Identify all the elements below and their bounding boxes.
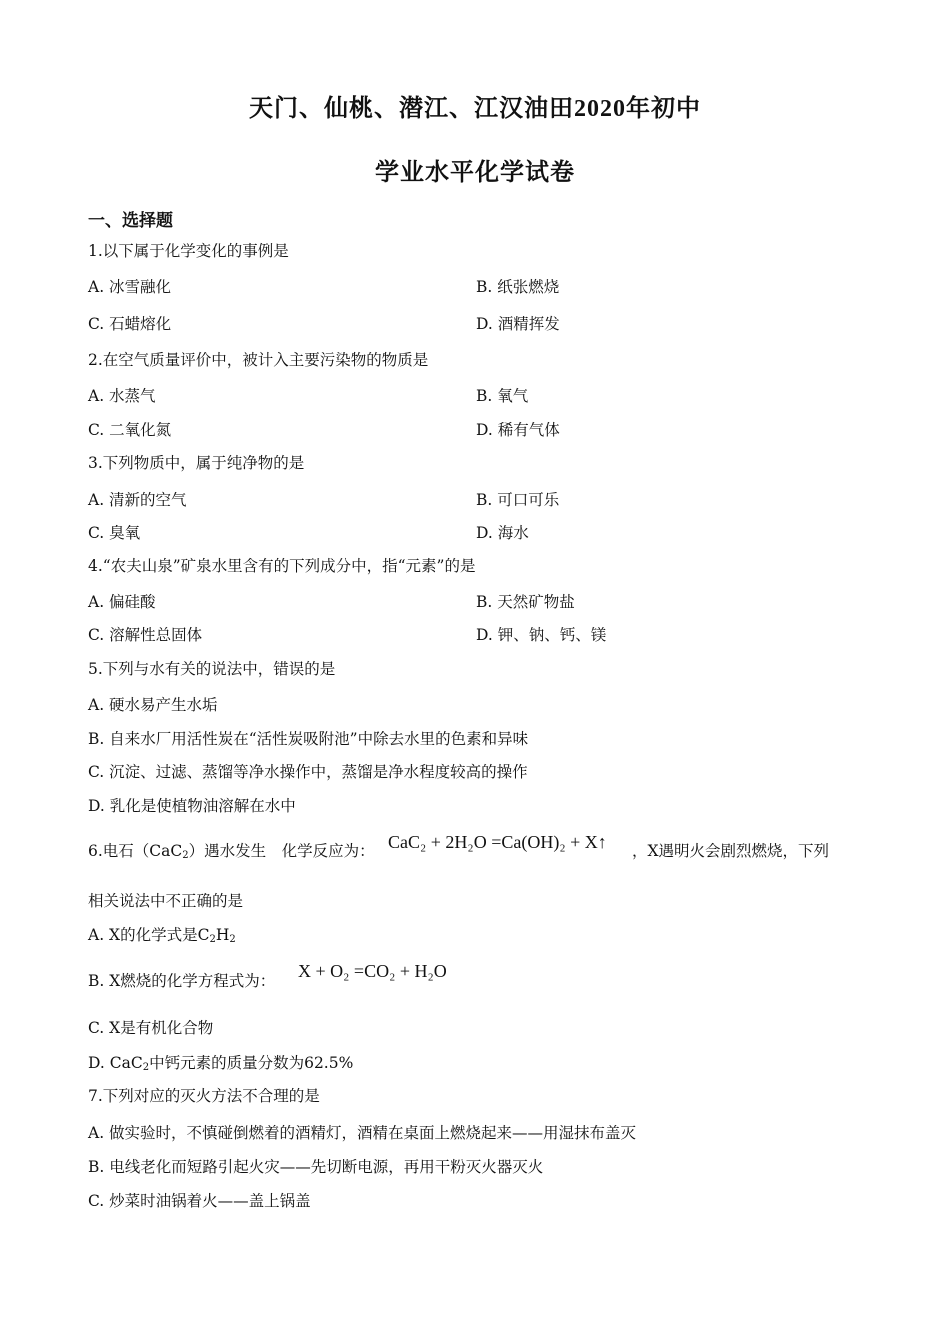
question-6-stem-subscript: 2 [182, 850, 189, 861]
question-3-option-d: D. 海水 [476, 524, 529, 542]
question-4-option-c: C. 溶解性总固体 [88, 626, 203, 644]
question-6-option-a [88, 924, 236, 951]
question-5-option-c: C. 沉淀、过滤、蒸馏等净水操作中，蒸馏是净水程度较高的操作 [88, 763, 528, 781]
question-6-option-a-sub1: 2 [209, 934, 216, 945]
exam-title-line2: 学业水平化学试卷 [375, 160, 575, 186]
question-3-option-c: C. 臭氧 [88, 524, 141, 542]
question-5-option-d: D. 乳化是使植物油溶解在水中 [88, 797, 296, 815]
question-6-equation: CaC₂ + 2H₂O =Ca(OH)₂ + X↑ [388, 832, 607, 852]
question-6-option-a-prefix: A. X的化学式是C [88, 926, 210, 944]
question-6-stem-prefix: 6.电石（CaC [88, 842, 183, 860]
question-6-stem-line2: 相关说法中不正确的是 [88, 892, 244, 910]
question-4-option-d: D. 钾、钠、钙、镁 [476, 626, 607, 644]
question-7-option-c: C. 炒菜时油锅着火——盖上锅盖 [88, 1192, 311, 1210]
question-3-option-a: A. 清新的空气 [88, 491, 187, 509]
question-2-option-c: C. 二氧化氮 [88, 421, 172, 439]
exam-title-line1: 天门、仙桃、潜江、江汉油田2020年初中 [249, 96, 701, 122]
question-1-option-d: D. 酒精挥发 [476, 315, 560, 333]
question-6-option-a-sub2: 2 [229, 934, 236, 945]
question-6-option-b: B. X燃烧的化学方程式为： [88, 972, 276, 990]
section-heading: 一、选择题 [88, 211, 173, 231]
question-7-option-a: A. 做实验时，不慎碰倒燃着的酒精灯，酒精在桌面上燃烧起来——用湿抹布盖灭 [88, 1124, 637, 1142]
question-1-option-b: B. 纸张燃烧 [476, 278, 560, 296]
question-5-option-a: A. 硬水易产生水垢 [88, 696, 218, 714]
question-6-option-b-equation: X + O₂ =CO₂ + H₂O [298, 961, 447, 981]
question-3-option-b: B. 可口可乐 [476, 491, 560, 509]
question-1-option-c: C. 石蜡熔化 [88, 315, 172, 333]
question-1-option-a: A. 冰雪融化 [88, 278, 172, 296]
question-7-option-b: B. 电线老化而短路引起火灾——先切断电源，再用干粉灭火器灭火 [88, 1158, 544, 1176]
question-6-option-a-middle: H [215, 926, 230, 944]
question-6-option-d [88, 1052, 353, 1079]
question-6-stem [88, 840, 375, 867]
question-1-stem: 1.以下属于化学变化的事例是 [88, 242, 289, 260]
question-4-stem: 4.“农夫山泉”矿泉水里含有的下列成分中，指“元素”的是 [88, 557, 476, 575]
question-4-option-a: A. 偏硅酸 [88, 593, 156, 611]
question-3-stem: 3.下列物质中，属于纯净物的是 [88, 454, 305, 472]
question-6-option-d-subscript: 2 [142, 1062, 150, 1073]
question-2-option-b: B. 氧气 [476, 387, 529, 405]
question-6-stem-middle: ）遇水发生 化学反应为： [188, 842, 375, 860]
question-6-option-d-suffix: 中钙元素的质量分数为62.5% [149, 1054, 354, 1072]
question-2-option-a: A. 水蒸气 [88, 387, 156, 405]
question-5-stem: 5.下列与水有关的说法中，错误的是 [88, 660, 336, 678]
question-6-option-d-prefix: D. CaC [88, 1054, 143, 1072]
question-2-option-d: D. 稀有气体 [476, 421, 560, 439]
question-5-option-b: B. 自来水厂用活性炭在“活性炭吸附池”中除去水里的色素和异味 [88, 730, 529, 748]
question-7-stem: 7.下列对应的灭火方法不合理的是 [88, 1087, 320, 1105]
question-4-option-b: B. 天然矿物盐 [476, 593, 575, 611]
question-6-option-c: C. X是有机化合物 [88, 1019, 214, 1037]
question-2-stem: 2.在空气质量评价中，被计入主要污染物的物质是 [88, 351, 429, 369]
question-6-stem-suffix: ，X遇明火会剧烈燃烧，下列 [632, 842, 830, 860]
